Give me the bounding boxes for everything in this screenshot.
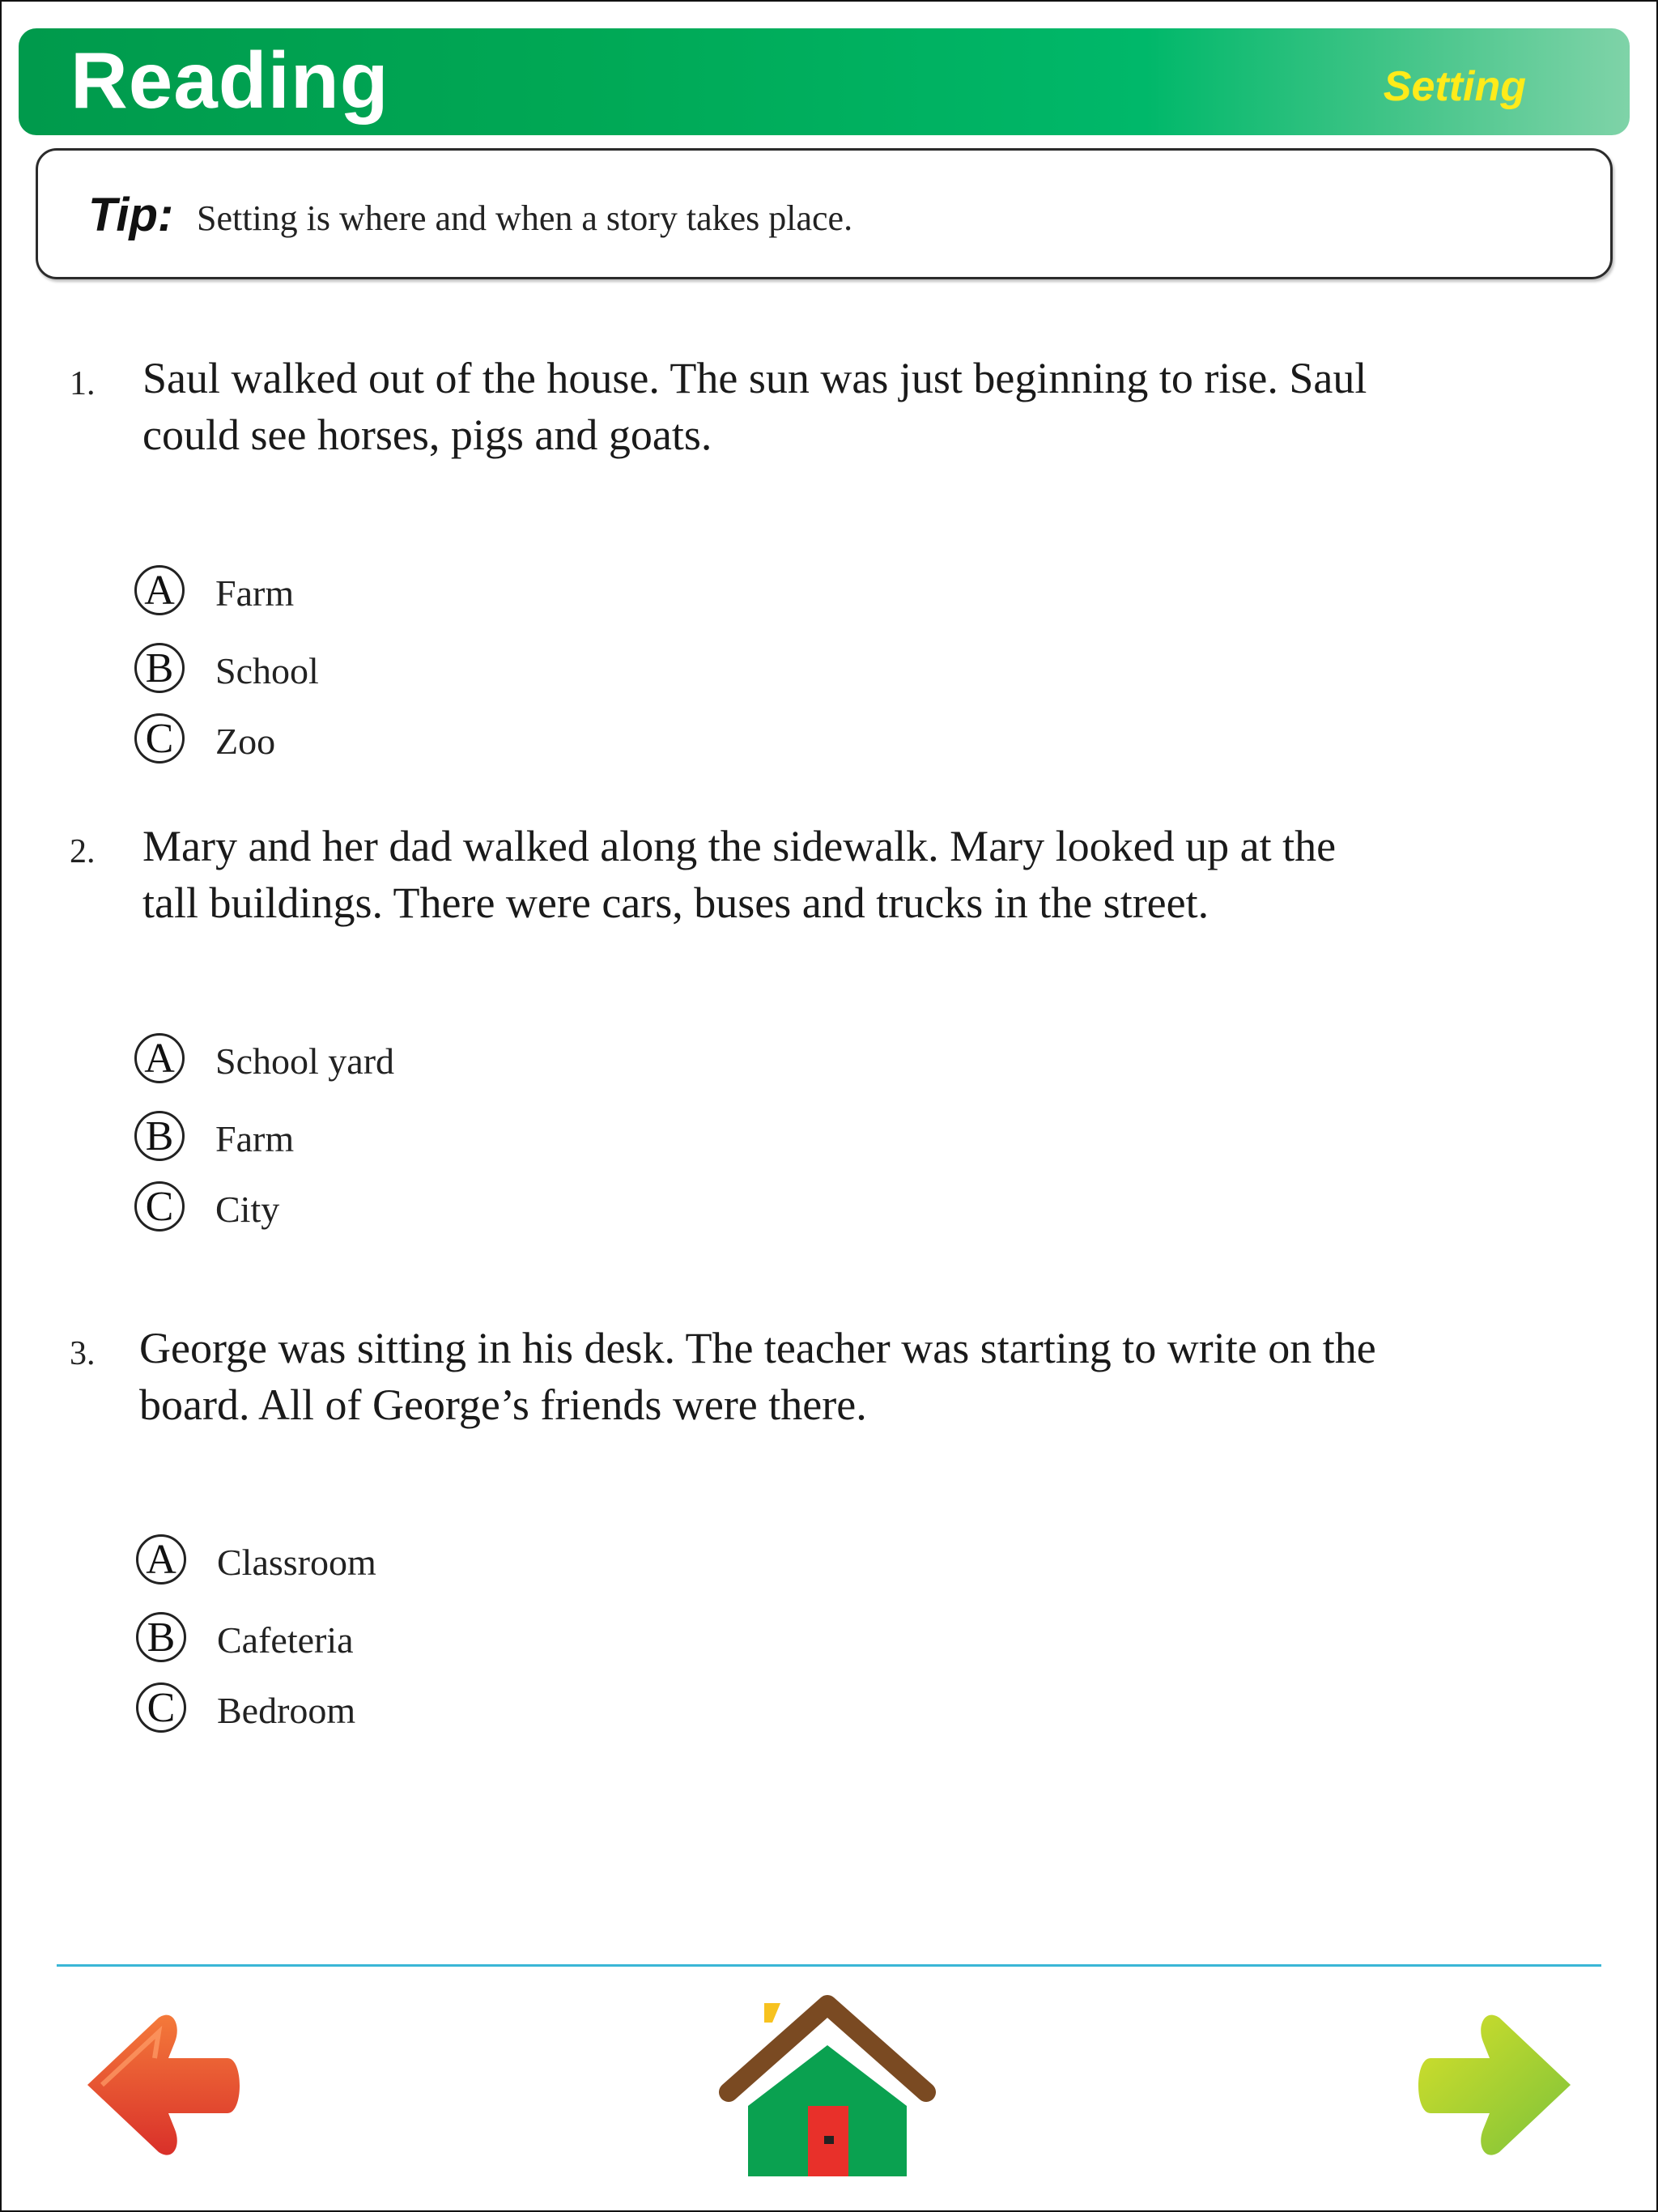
footer-divider <box>57 1964 1601 1967</box>
question-text <box>142 818 1503 931</box>
option-bubble[interactable]: C <box>134 1181 185 1231</box>
option-label[interactable]: Farm <box>215 572 295 614</box>
option-bubble[interactable]: B <box>134 643 185 693</box>
tip-text: Setting is where and when a story takes place. <box>197 198 853 238</box>
option-bubble[interactable]: A <box>134 1033 185 1083</box>
next-button[interactable] <box>1410 2008 1580 2162</box>
question-number: 2. <box>70 833 96 870</box>
back-button[interactable] <box>78 2008 248 2162</box>
tip-box <box>36 148 1613 279</box>
question-line: Mary and her dad walked along the sidewalk. Mary looked up at the <box>142 822 1337 870</box>
option-label[interactable]: Farm <box>215 1118 295 1159</box>
header-banner <box>19 28 1630 135</box>
option-label[interactable]: School <box>215 650 319 691</box>
option-bubble[interactable]: A <box>136 1534 186 1585</box>
option-bubble[interactable]: A <box>134 565 185 615</box>
house-icon <box>719 1989 936 2183</box>
option-bubble[interactable]: B <box>134 1111 185 1161</box>
page-title: Reading <box>70 36 389 125</box>
option-bubble[interactable]: C <box>136 1682 186 1733</box>
option-label[interactable]: School yard <box>215 1040 395 1082</box>
option-label[interactable]: Bedroom <box>217 1690 356 1731</box>
question-text <box>139 1320 1499 1433</box>
right-arrow-icon <box>1410 2008 1580 2162</box>
option-label[interactable]: Zoo <box>215 721 276 762</box>
question-number: 3. <box>70 1335 96 1372</box>
option-label[interactable]: Cafeteria <box>217 1619 354 1661</box>
option-label[interactable]: Classroom <box>217 1542 376 1583</box>
option-bubble[interactable]: B <box>136 1612 186 1662</box>
option-bubble[interactable]: C <box>134 713 185 764</box>
question-line: board. All of George’s friends were there. <box>139 1380 867 1429</box>
question-line: tall buildings. There were cars, buses and trucks in the street. <box>142 878 1209 927</box>
option-label[interactable]: City <box>215 1189 280 1230</box>
tip-label: Tip: <box>88 189 174 241</box>
question-line: George was sitting in his desk. The teacher was starting to write on the <box>139 1324 1376 1372</box>
left-arrow-icon <box>78 2008 248 2162</box>
question-line: could see horses, pigs and goats. <box>142 410 712 459</box>
question-number: 1. <box>70 365 96 402</box>
question-line: Saul walked out of the house. The sun was just beginning to rise. Saul <box>142 354 1367 402</box>
topic-label: Setting <box>1383 63 1526 110</box>
home-button[interactable] <box>719 1989 936 2183</box>
question-text <box>142 350 1503 463</box>
